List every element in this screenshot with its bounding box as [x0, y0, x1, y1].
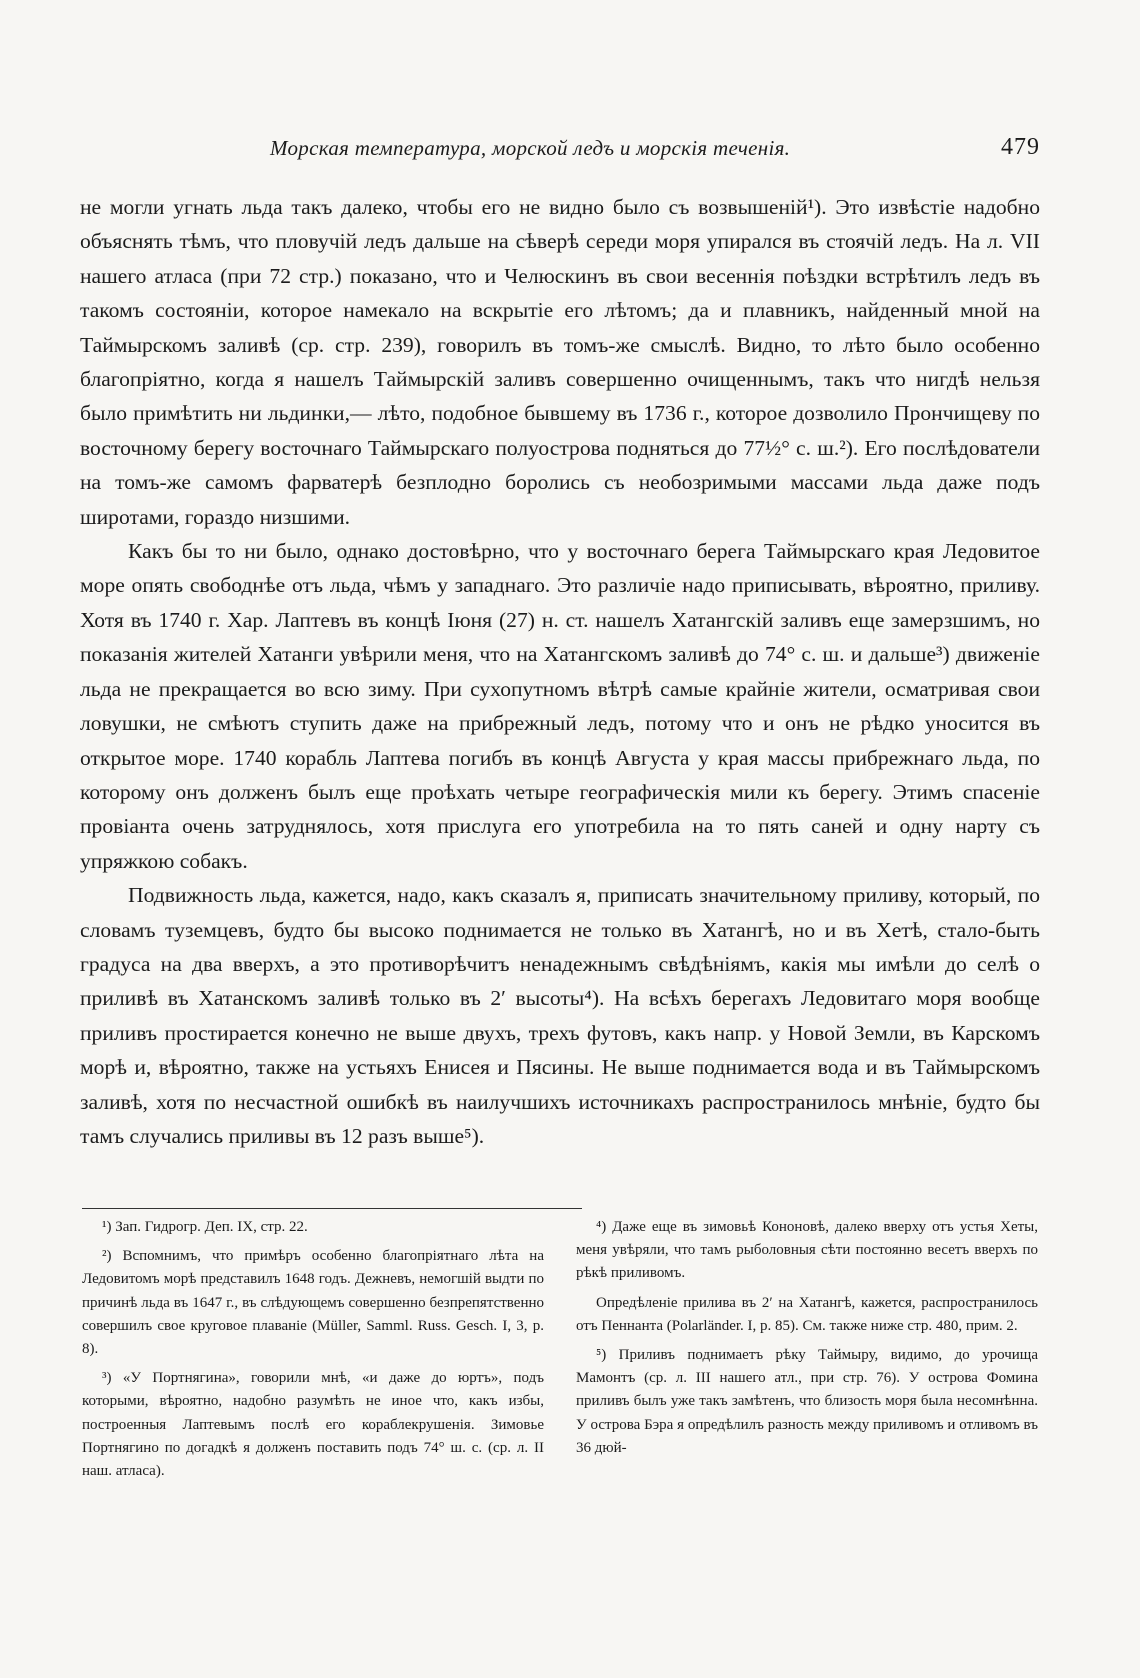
footnotes-left-column	[82, 1216, 544, 1489]
footnotes-right-column	[576, 1216, 1038, 1466]
footnote-5: ⁵) Приливъ поднимаетъ рѣку Таймыру, видимо, до урочища Мамонтъ (ср. л. III нашего атл., при стр. 76). У острова Фомина приливъ былъ уже такъ замѣтенъ, что близость моря была несомнѣнна. У острова Бэра я опредѣлилъ разность между приливомъ и отливомъ въ 36 дюй-	[576, 1347, 1038, 1456]
footnote-4: ⁴) Даже еще въ зимовьѣ Кононовѣ, далеко вверху отъ устья Хеты, меня увѣряли, что тамъ рыболовныя сѣти постоянно весетъ вверхъ по рѣкѣ приливомъ.	[576, 1219, 1038, 1282]
footnote-4-continued: Опредѣленіе прилива въ 2′ на Хатангѣ, кажется, распространилось отъ Пеннанта (Polarländer. I, p. 85). См. также ниже стр. 480, прим. 2.	[576, 1294, 1038, 1334]
footnote-rule	[82, 1208, 582, 1209]
page-number: 479	[1001, 134, 1040, 160]
footnote-2: ²) Вспомнимъ, что примѣръ особенно благопріятнаго лѣта на Ледовитомъ морѣ представилъ 1648 годъ. Дежневъ, немогшій выдти по причинѣ льда въ 1647 г., въ слѣдующемъ совершенно безпрепятственно совершилъ свое круговое плаваніе (Müller, Samml. Russ. Gesch. I, 3, p. 8).	[82, 1248, 544, 1358]
paragraph-1: не могли угнать льда такъ далеко, чтобы его не видно было съ возвышеній¹). Это извѣстіе надобно объяснять тѣмъ, что пловучій ледъ дальше на сѣверѣ середи моря упирался въ стоячій ледъ. На л. VII нашего атласа (при 72 стр.) показано, что и Челюскинъ въ свои весеннія поѣздки встрѣтилъ ледъ въ такомъ состояніи, которое намекало на вскрытіе его лѣтомъ; да и плавникъ, найденный мной на Таймырскомъ заливѣ (ср. стр. 239), говорилъ въ томъ-же смыслѣ. Видно, то лѣто было особенно благопріятно, когда я нашелъ Таймырскій заливъ совершенно очищеннымъ, такъ что нигдѣ нельзя было примѣтить ни льдинки,— лѣто, подобное бывшему въ 1736 г., которое дозволило Прончищеву по восточному берегу восточнаго Таймырскаго полуострова подняться до 77½° с. ш.²). Его послѣдователи на томъ-же самомъ фарватерѣ безплодно боролись съ необозримыми массами льда даже подъ широтами, гораздо низшими.	[80, 195, 1040, 529]
footnote-3: ³) «У Портнягина», говорили мнѣ, «и даже до юртъ», подъ которыми, вѣроятно, надобно разумѣть не иное что, какъ избы, построенныя Лаптевымъ послѣ его кораблекрушенія. Зимовье Портнягино по догадкѣ я долженъ поставить подъ 74° ш. с. (ср. л. II наш. атласа).	[82, 1370, 544, 1480]
running-title: Морская температура, морской ледъ и морскія теченія.	[270, 136, 791, 160]
paragraph-2: Какъ бы то ни было, однако достовѣрно, что у восточнаго берега Таймырскаго края Ледовитое море опять свободнѣе отъ льда, чѣмъ у западнаго. Это различіе надо приписывать, вѣроятно, приливу. Хотя въ 1740 г. Хар. Лаптевъ въ концѣ Іюня (27) н. ст. нашелъ Хатангскій заливъ еще замерзшимъ, но показанія жителей Хатанги увѣрили меня, что на Хатангскомъ заливѣ до 74° с. ш. и дальше³) движеніе льда не прекращается во всю зиму. При сухопутномъ вѣтрѣ самые крайніе жители, осматривая свои ловушки, не смѣютъ ступить даже на прибрежный ледъ, потому что и онъ не рѣдко уносится въ открытое море. 1740 корабль Лаптева погибъ въ концѣ Августа у края массы прибрежнаго льда, по которому онъ долженъ былъ еще проѣхать четыре географическія мили къ берегу. Этимъ спасеніе провіанта очень затруднялось, хотя прислуга его употребила на то пять саней и одну нарту съ упряжкою собакъ.	[80, 539, 1040, 873]
running-head	[270, 136, 1040, 161]
footnote-1: ¹) Зап. Гидрогр. Деп. IX, стр. 22.	[102, 1219, 308, 1235]
main-text	[80, 190, 1040, 1153]
paragraph-3: Подвижность льда, кажется, надо, какъ сказалъ я, приписать значительному приливу, который, по словамъ туземцевъ, будто бы высоко поднимается не только въ Хатангѣ, но и въ Хетѣ, стало-быть градуса на два вверхъ, а это противорѣчитъ ненадежнымъ свѣдѣніямъ, какія мы имѣли до селѣ о приливѣ въ Хатанскомъ заливѣ только въ 2′ высоты⁴). На всѣхъ берегахъ Ледовитаго моря вообще приливъ простирается конечно не выше двухъ, трехъ футовъ, какъ напр. у Новой Земли, въ Карскомъ морѣ и, вѣроятно, также на устьяхъ Енисея и Пясины. Не выше поднимается вода и въ Таймырскомъ заливѣ, хотя по несчастной ошибкѣ въ наилучшихъ источникахъ распространилось мнѣніе, будто бы тамъ случались приливы въ 12 разъ выше⁵).	[80, 883, 1040, 1148]
